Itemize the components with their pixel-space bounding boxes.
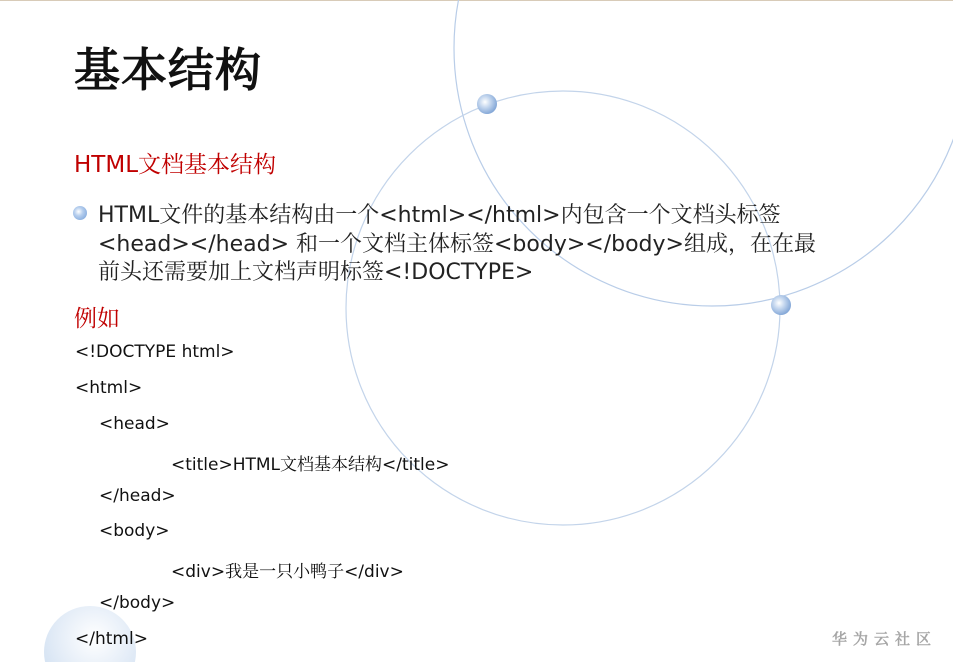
deco-dot-upper: [477, 94, 497, 114]
code-html-close: </html>: [75, 629, 148, 649]
slide-subtitle: HTML文档基本结构: [74, 152, 277, 178]
code-doctype: <!DOCTYPE html>: [75, 342, 235, 362]
bullet-icon: [73, 206, 87, 220]
bullet-line-3: 前头还需要加上文档声明标签<!DOCTYPE>: [98, 260, 534, 285]
bullet-paragraph: [98, 202, 878, 288]
code-body-close: </body>: [99, 593, 176, 613]
deco-dot-right: [771, 295, 791, 315]
bullet-line-2: <head></head> 和一个文档主体标签<body></body>组成，在在最: [98, 231, 816, 257]
code-head-close: </head>: [99, 486, 176, 506]
example-label: 例如: [74, 306, 120, 332]
code-html-open: <html>: [75, 378, 143, 398]
code-title-line: <title>HTML文档基本结构</title>: [171, 455, 450, 475]
bullet-line-1: HTML文件的基本结构由一个<html></html>内包含一个文档头标签: [98, 203, 781, 228]
code-body-open: <body>: [99, 521, 170, 541]
watermark-text: 华为云社区: [832, 630, 938, 648]
code-head-open: <head>: [99, 414, 170, 434]
slide-title: 基本结构: [74, 43, 262, 97]
code-div-line: <div>我是一只小鸭子</div>: [171, 562, 404, 582]
